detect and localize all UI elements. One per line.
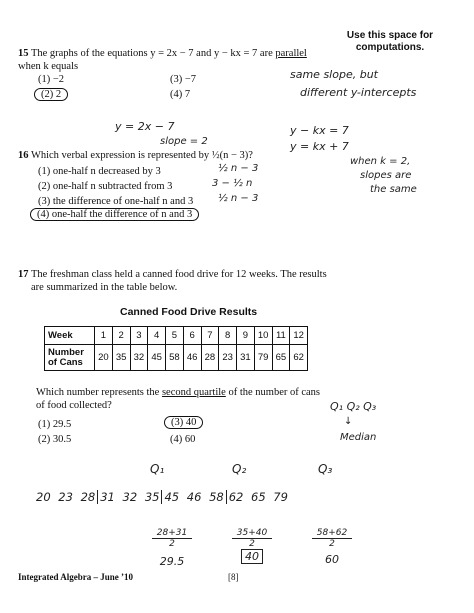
calc-result: 60 <box>325 553 339 566</box>
calc-result: 40 <box>241 549 263 564</box>
sorted-value: 20 <box>36 490 51 504</box>
table-cell: 65 <box>272 345 290 371</box>
computation-space-title: Use this space for computations. <box>346 30 434 53</box>
handwritten-quartile-labels: Q₁ Q₂ Q₃ <box>330 400 377 413</box>
q15-option-4[interactable]: (4) 7 <box>170 89 191 100</box>
calc-top: 35+40 <box>232 528 272 539</box>
table-cell: 4 <box>148 327 166 345</box>
handwritten-work: y = kx + 7 <box>290 140 349 153</box>
table-cell: 32 <box>130 345 148 371</box>
calc-top: 58+62 <box>312 528 352 539</box>
sorted-value: 79 <box>273 490 288 504</box>
table-row-cans <box>45 345 308 371</box>
table-cell: 28 <box>201 345 219 371</box>
question-16 <box>18 149 253 162</box>
q15-option-3[interactable]: (3) −7 <box>170 74 197 85</box>
q15-option-2[interactable] <box>34 88 68 101</box>
prompt-text: of the number of cans <box>225 387 321 398</box>
table-cell: 35 <box>112 345 130 371</box>
handwritten-work: ½ n − 3 <box>218 163 259 174</box>
table-cell: 45 <box>148 345 166 371</box>
table-cell: 12 <box>290 327 308 345</box>
sorted-value: 32 <box>122 490 138 504</box>
table-cell: 5 <box>166 327 184 345</box>
table-cell: 31 <box>237 345 255 371</box>
handwritten-work: y = 2x − 7 <box>115 120 175 133</box>
question-number: 17 <box>18 269 29 280</box>
calc-top: 28+31 <box>152 528 192 539</box>
q15-option-1[interactable]: (1) −2 <box>38 74 65 85</box>
selected-answer: (2) 2 <box>34 88 68 101</box>
handwritten-note: same slope, but <box>290 68 378 81</box>
sorted-value: 31 <box>100 490 115 504</box>
table-cell: 10 <box>254 327 272 345</box>
handwritten-work: slopes are <box>360 170 412 181</box>
calc-q1 <box>152 528 192 568</box>
sorted-value: 58 <box>209 490 224 504</box>
table-cell: 79 <box>254 345 272 371</box>
quartile-label-3: Q₃ <box>318 462 333 476</box>
sorted-value: 28 <box>80 490 96 504</box>
table-cell: 62 <box>290 345 308 371</box>
table-cell: 6 <box>183 327 201 345</box>
q17-option-1[interactable]: (1) 29.5 <box>38 419 72 430</box>
handwritten-work: 3 − ½ n <box>212 178 253 189</box>
question-number: 16 <box>18 150 29 161</box>
calc-bottom: 2 <box>249 539 255 549</box>
handwritten-work: y − kx = 7 <box>290 124 349 137</box>
question-17-prompt <box>36 386 336 412</box>
handwritten-note: different y-intercepts <box>300 86 417 99</box>
quartile-label-1: Q₁ <box>150 462 165 476</box>
table-row-weeks <box>45 327 308 345</box>
table-cell: 58 <box>166 345 184 371</box>
q17-option-3[interactable] <box>164 416 203 429</box>
calc-bottom: 2 <box>329 539 335 549</box>
prompt-text: of food collected? <box>36 400 112 411</box>
q16-option-3[interactable]: (3) the difference of one-half n and 3 <box>38 196 194 207</box>
q16-option-1[interactable]: (1) one-half n decreased by 3 <box>38 166 161 177</box>
question-17 <box>18 268 438 294</box>
table-cell: 3 <box>130 327 148 345</box>
sorted-value: 62 <box>228 490 244 504</box>
handwritten-work: slope = 2 <box>160 136 208 147</box>
question-text-cont: when k equals <box>18 61 79 72</box>
question-text-cont: are summarized in the table below. <box>31 282 178 293</box>
prompt-text: Which number represents the <box>36 387 162 398</box>
arrow-down-icon: ↓ <box>344 416 353 427</box>
sorted-value: 45 <box>164 490 180 504</box>
question-text: The freshman class held a canned food drive for 12 weeks. The results <box>30 269 327 280</box>
q17-option-2[interactable]: (2) 30.5 <box>38 434 72 445</box>
handwritten-work: when k = 2, <box>350 156 411 167</box>
handwritten-work: the same <box>370 184 417 195</box>
question-text: Which verbal expression is represented by ½(n − 3)? <box>30 150 253 161</box>
table-title: Canned Food Drive Results <box>120 306 258 318</box>
table-cell: 20 <box>95 345 113 371</box>
table-cell: 7 <box>201 327 219 345</box>
sorted-value: 23 <box>58 490 73 504</box>
sorted-value: 65 <box>251 490 266 504</box>
selected-answer: (3) 40 <box>164 416 203 429</box>
quartile-label-2: Q₂ <box>232 462 247 476</box>
table-cell: 8 <box>219 327 237 345</box>
sorted-data <box>36 490 288 504</box>
question-underlined-word: parallel <box>275 48 307 59</box>
canned-food-table <box>44 326 308 371</box>
table-cell: 11 <box>272 327 290 345</box>
prompt-underlined: second quartile <box>161 387 226 398</box>
calc-q3 <box>312 528 352 566</box>
sorted-value: 35 <box>144 490 160 504</box>
calc-result: 29.5 <box>159 555 185 568</box>
question-15 <box>18 47 328 73</box>
q16-option-4[interactable] <box>30 208 199 221</box>
calc-q2 <box>232 528 272 564</box>
question-number: 15 <box>18 48 29 59</box>
q16-option-2[interactable]: (2) one-half n subtracted from 3 <box>38 181 173 192</box>
table-cell: 1 <box>95 327 113 345</box>
footer-title: Integrated Algebra – June ’10 <box>18 572 133 582</box>
handwritten-work: ½ n − 3 <box>218 193 259 204</box>
question-text: The graphs of the equations y = 2x − 7 and y − kx = 7 are <box>30 48 276 59</box>
selected-answer: (4) one-half the difference of n and 3 <box>30 208 199 221</box>
row-header: Number of Cans <box>45 345 95 371</box>
table-cell: 9 <box>237 327 255 345</box>
calc-bottom: 2 <box>169 539 175 549</box>
table-cell: 2 <box>112 327 130 345</box>
sorted-value: 46 <box>186 490 202 504</box>
row-header: Week <box>45 327 95 345</box>
table-cell: 46 <box>183 345 201 371</box>
q17-option-4[interactable]: (4) 60 <box>170 434 196 445</box>
page-number: [8] <box>228 572 239 582</box>
handwritten-median: Median <box>340 432 377 443</box>
table-cell: 23 <box>219 345 237 371</box>
